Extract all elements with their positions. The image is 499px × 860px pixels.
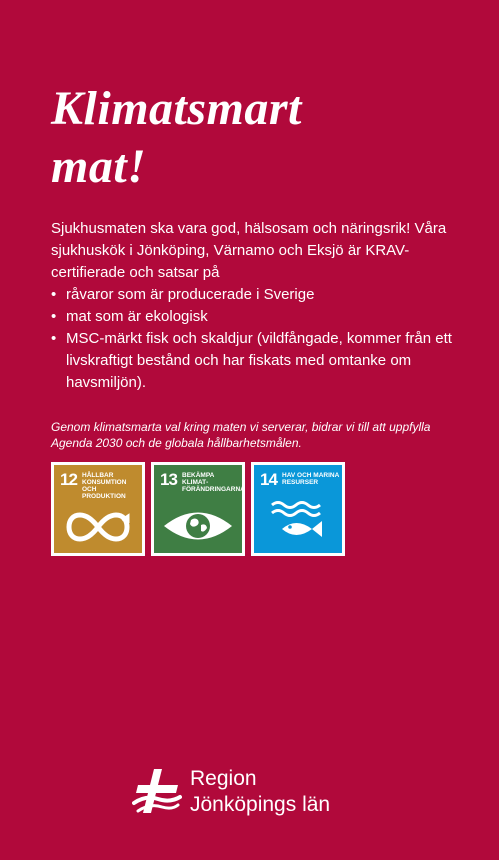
headline	[51, 80, 302, 196]
region-logo-text	[190, 766, 330, 818]
sdg-goal-14	[251, 462, 345, 556]
infinity-icon	[54, 465, 142, 553]
list-item	[51, 328, 471, 394]
eye-globe-icon	[154, 465, 245, 553]
footnote: Genom klimatsmarta val kring maten vi serverar, bidrar vi till att uppfylla Agenda 2030 och de globala hållbarhetsmålen.	[51, 420, 431, 450]
logo-line-2: Jönköpings län	[190, 793, 331, 816]
region-cross-icon	[132, 767, 182, 817]
sdg-title: HÅLLBAR KONSUMTION OCH PRODUKTION	[82, 472, 127, 500]
intro-text	[51, 218, 471, 394]
bullet-text: råvaror som är producerade i Sverige	[66, 286, 315, 303]
region-logo	[132, 766, 330, 818]
list-item	[51, 284, 471, 306]
bullet-list	[51, 284, 471, 394]
sdg-goal-13	[151, 462, 245, 556]
list-item	[51, 306, 471, 328]
bullet-icon: •	[51, 330, 57, 347]
fish-waves-icon	[254, 465, 342, 553]
sdg-number: 13	[160, 470, 177, 489]
sdg-number: 14	[260, 470, 277, 489]
logo-line-1: Region	[190, 767, 257, 790]
bullet-text: mat som är ekologisk	[66, 308, 208, 325]
headline-line-2: mat!	[51, 140, 147, 193]
sdg-title: HAV OCH MARINA RESURSER	[282, 472, 340, 486]
sdg-number: 12	[60, 470, 77, 489]
sdg-goal-12	[51, 462, 145, 556]
sdg-goals	[51, 462, 345, 556]
bullet-text: MSC-märkt fisk och skaldjur (vildfångade, kommer från ett livskraftigt bestånd och har fiskats med omtanke om havsmiljön).	[66, 330, 452, 391]
bullet-icon: •	[51, 286, 57, 303]
intro-paragraph: Sjukhusmaten ska vara god, hälsosam och näringsrik! Våra sjukhuskök i Jönköping, Värnamo och Eksjö är KRAV-certifierade och satsar på	[51, 220, 447, 281]
sdg-title: BEKÄMPA KLIMATFÖRÄNDRINGARNA	[182, 472, 245, 493]
headline-line-1: Klimatsmart	[51, 82, 302, 135]
bullet-icon: •	[51, 308, 57, 325]
